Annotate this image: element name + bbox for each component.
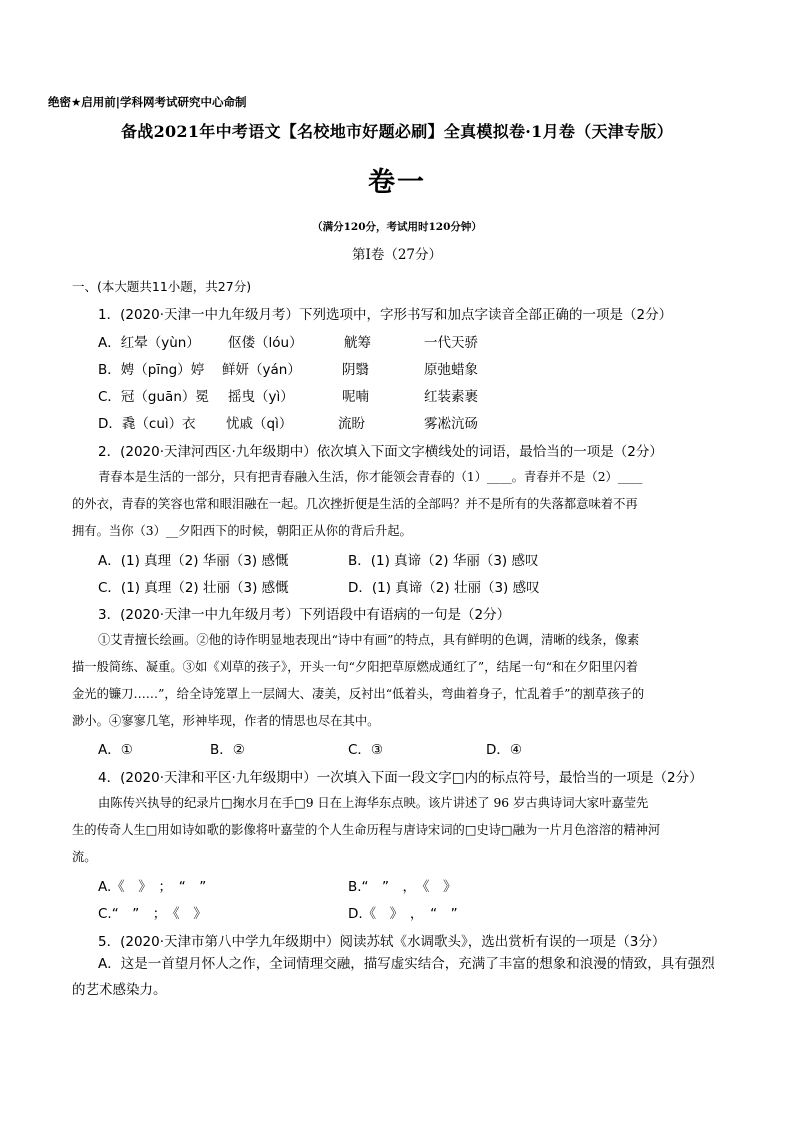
question-3-passage-line: ①艾青擅长绘画。②他的诗作明显地表现出“诗中有画”的特点，具有鲜明的色调，清晰的线条，像素 [98,633,640,647]
question-4-option-c[interactable]: C.“ ” ； 《 》 [98,906,207,922]
question-3-passage-line: 描一般简练、凝重。③如《刈草的孩子》，开头一句“夕阳把草原燃成通红了”，结尾一句“和在夕阳里闪着 [72,660,639,674]
question-3-option-b[interactable]: B．② [210,742,245,758]
question-2-passage-line: 拥有。当你（3）__夕阳西下的时候，朝阳正从你的背后升起。 [72,524,412,538]
option-cell: B．娉（pīng）婷 [98,362,205,378]
question-4-passage-line: 由陈传兴执导的纪录片□掬水月在手□9 日在上海华东点映。该片讲述了 96 岁古典诗词大家叶嘉莹先 [98,796,649,810]
question-5-stem: 5．(2020·天津市第八中学九年级期中）阅读苏轼《水调歌头》，选出赏析有误的一项是（3分） [98,934,666,950]
question-4-option-b[interactable]: B.“ ” ， 《 》 [348,879,457,895]
question-2-option-d[interactable]: D．(1) 真谛（2) 壮丽（3) 感叹 [348,580,540,596]
question-2-option-b[interactable]: B．(1) 真谛（2) 华丽（3) 感叹 [348,553,539,569]
main-title: 备战2021年中考语文【名校地市好题必刷】全真模拟卷·1月卷（天津专版） [120,122,674,141]
option-cell: 原弛蜡象 [424,362,478,378]
option-cell: C．冠（guān）冕 [98,389,209,405]
header-note: 绝密★启用前|学科网考试研究中心命制 [48,95,247,109]
question-3-option-c[interactable]: C．③ [348,742,384,758]
question-2-option-c[interactable]: C．(1) 真理（2) 壮丽（3) 感慨 [98,580,289,596]
question-3-stem: 3．(2020·天津一中九年级月考）下列语段中有语病的一句是（2分） [98,607,511,623]
question-2-passage-line: 青春本是生活的一部分，只有把青春融入生活，你才能领会青春的（1）____。青春并不是（2）____ [98,470,643,484]
option-cell: 忧戚（qì） [226,416,293,432]
option-cell: 流盼 [338,416,365,432]
exam-info: （满分120分，考试用时120分钟） [312,221,482,233]
part-label: 第Ⅰ卷（27分） [351,247,442,263]
question-2-passage-line: 的外衣，青春的笑容也常和眼泪融在一起。几次挫折便是生活的全部吗？并不是所有的失落都意味着不再 [72,497,638,511]
question-1-stem: 1．(2020·天津一中九年级月考）下列选项中，字形书写和加点字读音全部正确的一项是（2分） [98,307,673,323]
question-5-option-a[interactable]: A．这是一首望月怀人之作，全词情理交融，描写虚实结合，充满了丰富的想象和浪漫的情致，具有强烈的艺术感染力。 [72,956,715,998]
question-3-option-d[interactable]: D．④ [486,742,522,758]
option-cell: 阴翳 [342,362,369,378]
question-4-option-a[interactable]: A.《 》 ； “ ” [98,879,207,895]
question-4-passage-line: 流。 [72,850,97,864]
option-cell: 摇曳（yì） [228,389,294,405]
question-2-stem: 2．(2020·天津河西区·九年级期中）依次填入下面文字横线处的词语，最恰当的一项是（2分） [98,444,663,460]
question-3-passage-line: 金光的镰刀……”，给全诗笼罩上一层阔大、凄美，反衬出“低着头，弯曲着身子，忙乱着手”的割草孩子的 [72,687,645,701]
option-cell: 雾凇沆砀 [424,416,478,432]
question-4-passage-line: 生的传奇人生□用如诗如歌的影像将叶嘉莹的个人生命历程与唐诗宋词的□史诗□融为一片月色溶溶的精神河 [72,823,661,837]
option-cell: 一代天骄 [424,335,478,351]
option-cell: 觥筹 [344,335,371,351]
option-cell: 红装素裹 [424,389,478,405]
question-3-passage-line: 渺小。④寥寥几笔，形神毕现，作者的情思也尽在其中。 [72,714,380,728]
question-4-option-d[interactable]: D.《 》 ， “ ” [348,906,458,922]
option-cell: 呢喃 [342,389,369,405]
section-heading: 一、(本大题共11小题，共27分) [72,279,252,294]
question-3-option-a[interactable]: A．① [98,742,133,758]
question-4-stem: 4．(2020·天津和平区·九年级期中）一次填入下面一段文字□内的标点符号，最恰当的一项是（2分） [98,770,703,786]
option-cell: A．红晕（yùn） [98,335,200,351]
option-cell: D．毳（cuì）衣 [98,416,196,432]
option-cell: 伛偻（lóu） [228,335,303,351]
option-cell: 鲜妍（yán） [222,362,301,378]
question-2-option-a[interactable]: A．(1) 真理（2) 华丽（3) 感慨 [98,553,289,569]
paper-label: 卷一 [368,167,426,198]
